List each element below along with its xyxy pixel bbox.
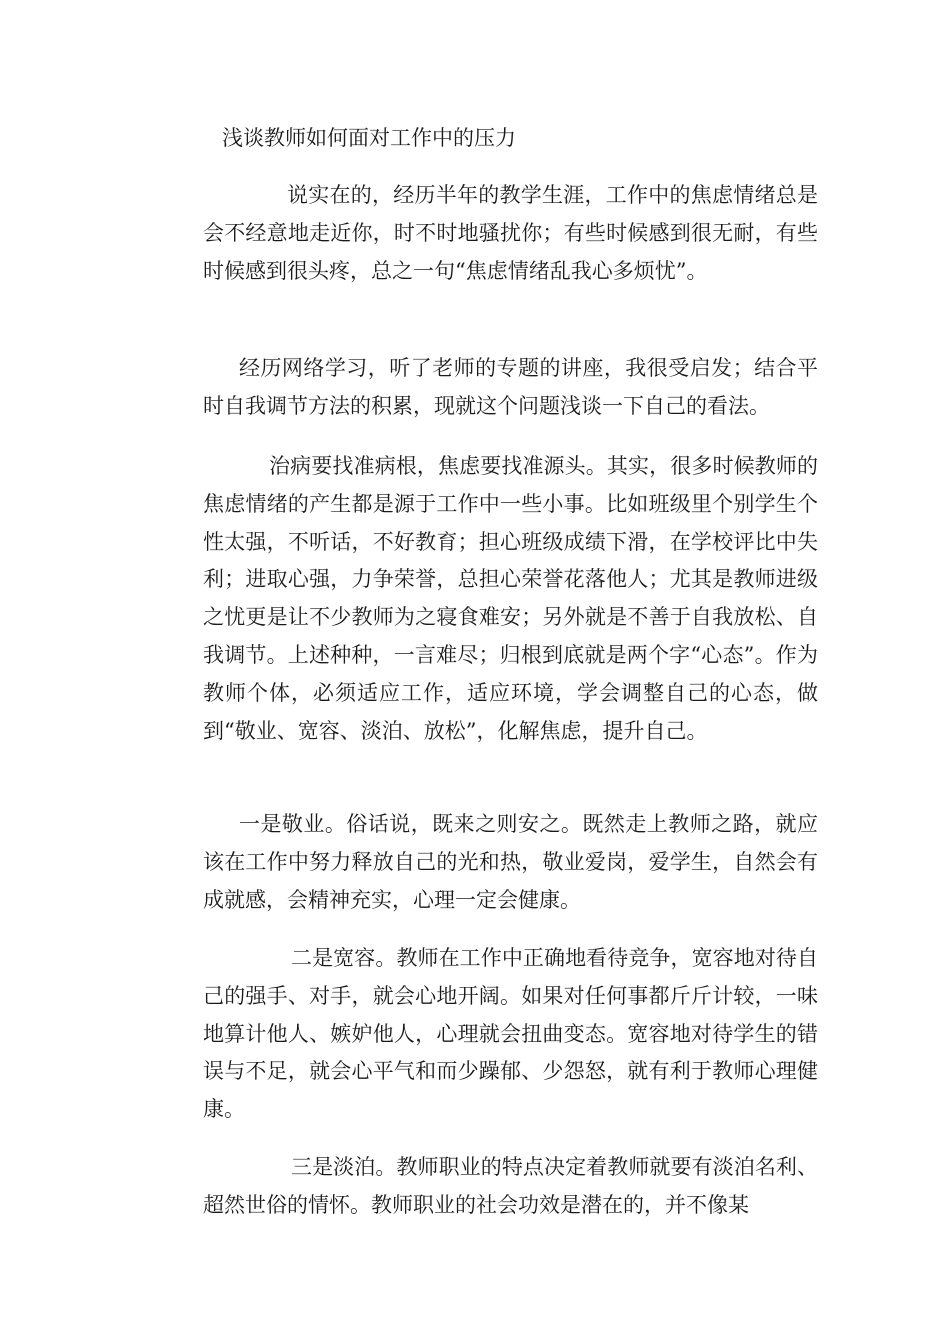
paragraph-dedication: 一是敬业。俗话说，既来之则安之。既然走上教师之路，就应该在工作中努力释放自己的光和热，敬业爱岗，爱学生，自然会有成就感，会精神充实，心理一定会健康。 bbox=[203, 812, 818, 912]
document-title: 浅谈教师如何面对工作中的压力 bbox=[222, 126, 516, 150]
paragraph-intro: 说实在的，经历半年的教学生涯，工作中的焦虑情绪总是会不经意地走近你，时不时地骚扰你；有些时候感到很无耐，有些时候感到很头疼，总之一句“焦虑情绪乱我心多烦忧”。 bbox=[203, 183, 818, 283]
paragraph-tolerance: 二是宽容。教师在工作中正确地看待竞争，宽容地对待自己的强手、对手，就会心地开阔。如果对任何事都斤斤计较，一味地算计他人、嫉妒他人，心理就会扭曲变态。宽容地对待学生的错误与不足，就会心平气和而少躁郁、少怨怒，就有利于教师心理健康。 bbox=[203, 946, 818, 1122]
paragraph-root-cause: 治病要找准病根，焦虑要找准源头。其实，很多时候教师的焦虑情绪的产生都是源于工作中一些小事。比如班级里个别学生个性太强，不听话，不好教育；担心班级成绩下滑，在学校评比中失利；进取心强，力争荣誉，总担心荣誉花落他人；尤其是教师进级之忧更是让不少教师为之寝食难安；另外就是不善于自我放松、自我调节。上述种种，一言难尽；归根到底就是两个字“心态”。作为教师个体，必须适应工作，适应环境，学会调整自己的心态，做到“敬业、宽容、淡泊、放松”，化解焦虑，提升自己。 bbox=[203, 454, 818, 743]
paragraph-learning: 经历网络学习，听了老师的专题的讲座，我很受启发；结合平时自我调节方法的积累，现就这个问题浅谈一下自己的看法。 bbox=[203, 356, 818, 418]
paragraph-indifference: 三是淡泊。教师职业的特点决定着教师就要有淡泊名利、超然世俗的情怀。教师职业的社会功效是潜在的，并不像某 bbox=[203, 1155, 818, 1217]
